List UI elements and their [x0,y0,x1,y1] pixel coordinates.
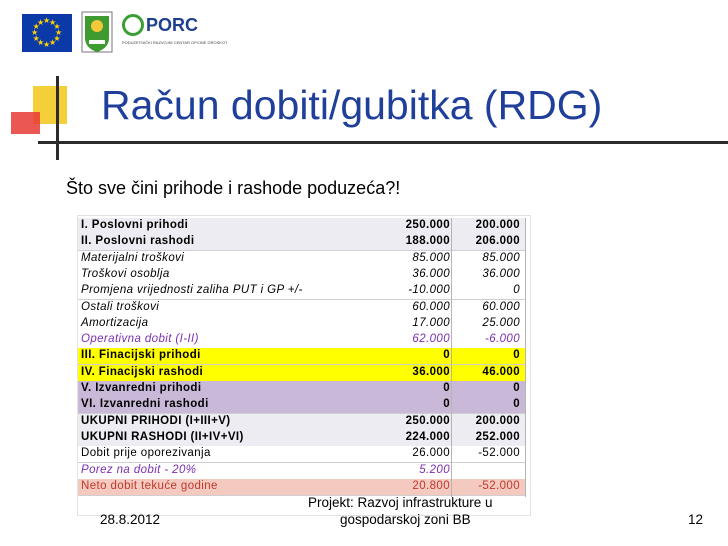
row-label: Porez na dobit - 20% [81,463,197,476]
row-value-2011: 36.000 [482,267,520,280]
footer-project-line1: Projekt: Razvoj infrastrukture u [308,495,493,510]
row-value-2011: -52.000 [478,479,520,492]
row-value-2011: 200.000 [475,219,520,231]
row-label: II. Poslovni rashodi [81,235,195,248]
eu-star-icon: ★ [55,28,63,37]
row-value-2011: 85.000 [482,251,520,264]
porc-subtext: PODUZETNIČKI RAZVOJNI CENTAR OPCINE GROSKOT [122,40,228,45]
row-value-2012: 250.000 [405,414,450,427]
footer-date: 28.8.2012 [100,512,161,527]
eu-star-icon: ★ [31,28,39,37]
porc-mark-icon [122,14,144,36]
row-value-2011: 0 [513,398,520,411]
eu-star-icon: ★ [43,16,51,25]
table-row [78,414,526,431]
row-label: UKUPNI RASHODI (II+IV+VI) [81,430,244,443]
row-value-2011: 46.000 [482,365,520,378]
table-row [78,365,526,382]
col-separator-2 [525,218,526,497]
eu-star-icon: ★ [32,34,40,43]
row-value-2011: -52.000 [478,447,520,460]
eu-flag-icon [22,14,72,52]
row-label: Amortizacija [81,316,149,329]
eu-star-icon: ★ [43,40,51,49]
row-value-2012: 17.000 [412,316,450,329]
table-row [78,381,526,398]
row-value-2012: 250.000 [405,219,450,231]
row-value-2012: 224.000 [405,430,450,443]
row-value-2011: 0 [513,349,520,362]
coat-of-arms-icon [80,10,114,54]
row-value-2012: 0 [443,382,450,394]
row-label: III. Finacijski prihodi [81,349,201,362]
row-label: Operativna dobit (I-II) [81,333,199,346]
row-value-2011: 60.000 [482,300,520,313]
decor-red-square [11,112,40,134]
table-row [78,332,526,349]
row-label: Dobit prije oporezivanja [81,447,211,460]
row-value-2011: 0 [513,382,520,394]
eu-star-icon: ★ [37,38,45,48]
row-value-2011: 25.000 [482,316,520,329]
row-label: VI. Izvanredni rashodi [81,398,209,411]
row-label: I. Poslovni prihodi [81,219,189,231]
table-row [78,479,526,496]
row-label: V. Izvanredni prihodi [81,382,202,394]
eu-star-icon: ★ [53,22,61,31]
row-value-2011: 200.000 [475,414,520,427]
row-label: Troškovi osoblja [81,267,170,280]
row-value-2012: 0 [443,349,450,362]
decor-horizontal-line [38,141,728,144]
row-value-2012: 5.200 [419,463,450,476]
eu-star-icon: ★ [37,17,45,27]
table-row [78,316,526,333]
table-row [78,463,526,480]
table-row [78,283,526,300]
row-label: Promjena vrijednosti zaliha PUT i GP +/- [81,284,303,297]
table-row [78,267,526,284]
row-label: Neto dobit tekuće godine [81,479,218,492]
slide-subtitle: Što sve čini prihode i rashode poduzeća?! [66,178,401,198]
row-value-2012: 36.000 [412,267,450,280]
table-row [78,300,526,317]
row-value-2011: 0 [513,284,520,297]
row-value-2012: 60.000 [412,300,450,313]
row-value-2011: -6.000 [484,333,520,346]
decor-vertical-line [56,76,59,160]
table-row [78,251,526,268]
row-value-2012: 26.000 [412,447,450,460]
eu-star-icon: ★ [49,17,57,27]
eu-star-icon: ★ [53,34,61,43]
table-row [78,430,526,447]
row-value-2012: 0 [443,398,450,411]
slide-title: Račun dobiti/gubitka (RDG) [101,82,603,128]
row-value-2012: 36.000 [412,365,450,378]
row-value-2012: 20.800 [412,479,450,492]
income-statement-table [77,215,531,516]
porc-logo [122,14,228,50]
table-row [78,348,526,365]
row-label: IV. Finacijski rashodi [81,365,204,378]
row-label: UKUPNI PRIHODI (I+III+V) [81,414,231,427]
footer-project-line2: gospodarskoj zoni BB [340,512,471,527]
eu-star-icon: ★ [49,38,57,48]
table-row [78,218,526,235]
col-separator-1 [451,218,452,497]
row-value-2012: 85.000 [412,251,450,264]
table-row [78,234,526,251]
row-label: Materijalni troškovi [81,251,185,264]
eu-star-icon: ★ [32,22,40,31]
table-row [78,397,526,414]
row-label: Ostali troškovi [81,300,160,313]
row-value-2012: 62.000 [412,333,450,346]
row-value-2012: 188.000 [405,235,450,248]
row-value-2011: 252.000 [475,430,520,443]
row-value-2011: 206.000 [475,235,520,248]
table-row [78,446,526,463]
porc-wordmark: PORC [146,15,199,35]
row-value-2012: -10.000 [408,284,450,297]
page-number: 12 [688,512,704,527]
